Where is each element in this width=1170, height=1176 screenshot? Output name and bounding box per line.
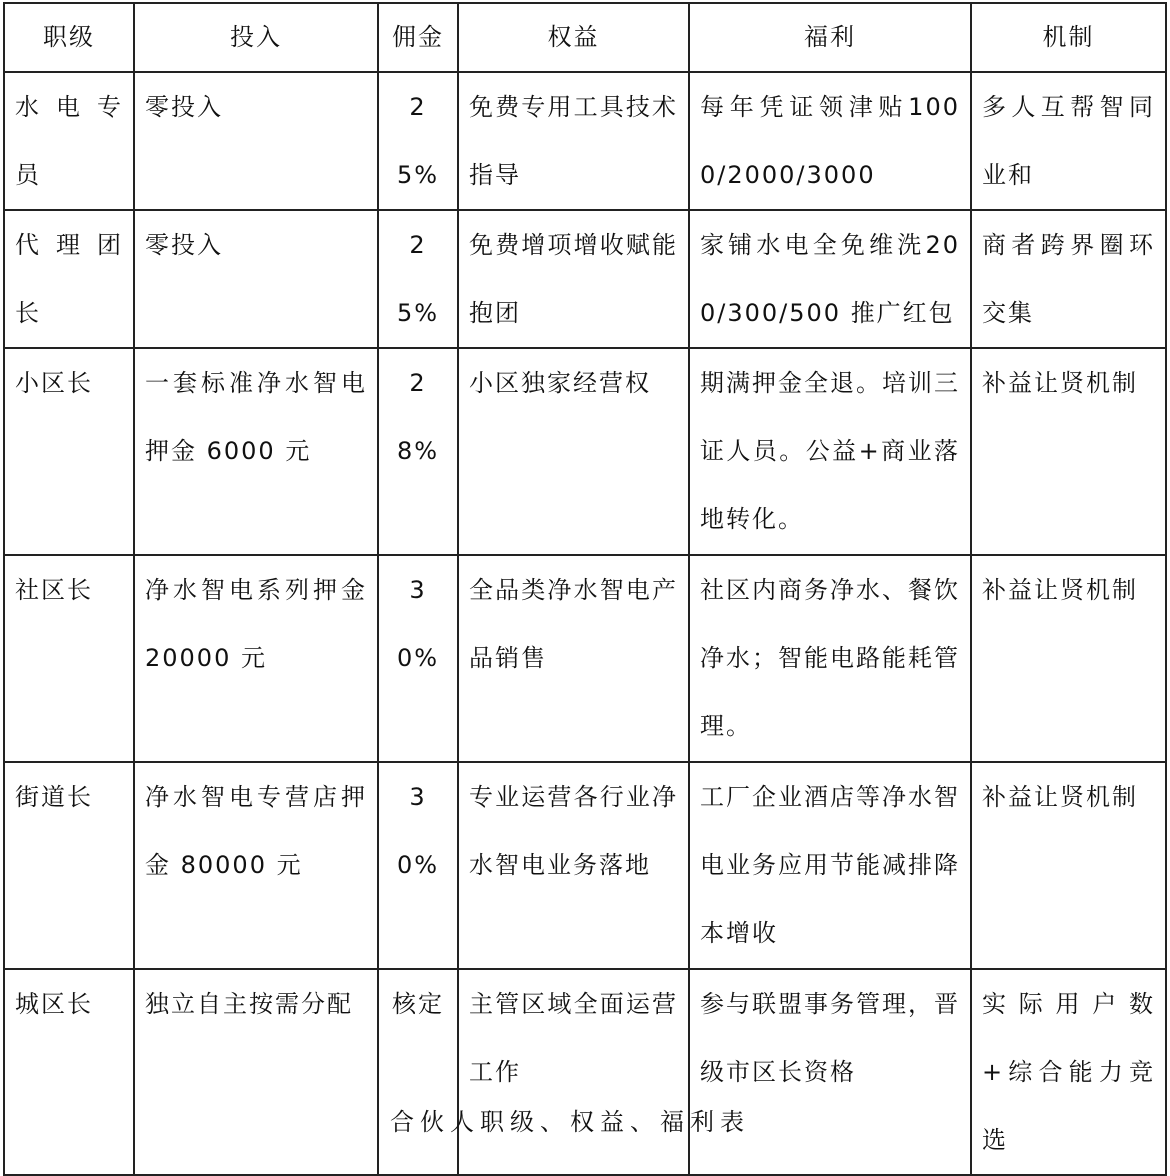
table-cell: 净水智电系列押金20000 元	[134, 555, 378, 762]
table-cell: 主管区域全面运营工作	[458, 969, 689, 1175]
table-row	[4, 555, 1166, 762]
table-cell: 净水智电专营店押金 80000 元	[134, 762, 378, 969]
table-cell: 小区长	[4, 348, 134, 555]
table-cell: 城区长	[4, 969, 134, 1175]
table-cell: 补益让贤机制	[971, 348, 1166, 555]
table-cell: 25%	[378, 72, 458, 210]
header-cell: 佣金	[378, 3, 458, 72]
table-row	[4, 969, 1166, 1175]
table-cell: 实际用户数+综合能力竞选	[971, 969, 1166, 1175]
table-cell: 30%	[378, 762, 458, 969]
table-cell: 街道长	[4, 762, 134, 969]
table-cell: 补益让贤机制	[971, 762, 1166, 969]
table-cell: 社区内商务净水、餐饮净水；智能电路能耗管理。	[689, 555, 971, 762]
table-cell: 零投入	[134, 210, 378, 348]
table-cell: 专业运营各行业净水智电业务落地	[458, 762, 689, 969]
table-cell: 免费专用工具技术指导	[458, 72, 689, 210]
table-cell: 参与联盟事务管理，晋级市区长资格	[689, 969, 971, 1175]
table-cell: 28%	[378, 348, 458, 555]
table-cell: 免费增项增收赋能抱团	[458, 210, 689, 348]
table-cell: 小区独家经营权	[458, 348, 689, 555]
table-cell: 社区长	[4, 555, 134, 762]
table-cell: 核定	[378, 969, 458, 1175]
table-cell: 独立自主按需分配	[134, 969, 378, 1175]
table-row	[4, 210, 1166, 348]
table-cell: 家铺水电全免维洗200/300/500 推广红包	[689, 210, 971, 348]
header-row	[4, 3, 1166, 72]
table-row	[4, 762, 1166, 969]
table-cell: 水 电 专员	[4, 72, 134, 210]
table-cell: 全品类净水智电产品销售	[458, 555, 689, 762]
table-cell: 期满押金全退。培训三证人员。公益+商业落地转化。	[689, 348, 971, 555]
table-row	[4, 72, 1166, 210]
table-cell: 每年凭证领津贴1000/2000/3000	[689, 72, 971, 210]
header-cell: 福利	[689, 3, 971, 72]
header-cell: 投入	[134, 3, 378, 72]
table-caption: 合伙人职级、权益、福利表	[390, 1108, 750, 1136]
table-cell: 多人互帮智同业和	[971, 72, 1166, 210]
table-cell: 一套标准净水智电押金 6000 元	[134, 348, 378, 555]
table-cell: 代 理 团长	[4, 210, 134, 348]
header-cell: 机制	[971, 3, 1166, 72]
header-cell: 权益	[458, 3, 689, 72]
rank-benefits-table	[3, 2, 1167, 1176]
header-cell: 职级	[4, 3, 134, 72]
table-cell: 零投入	[134, 72, 378, 210]
table-cell: 30%	[378, 555, 458, 762]
table-cell: 补益让贤机制	[971, 555, 1166, 762]
table-cell: 商者跨界圈环交集	[971, 210, 1166, 348]
table-cell: 工厂企业酒店等净水智电业务应用节能减排降本增收	[689, 762, 971, 969]
table-row	[4, 348, 1166, 555]
table-cell: 25%	[378, 210, 458, 348]
